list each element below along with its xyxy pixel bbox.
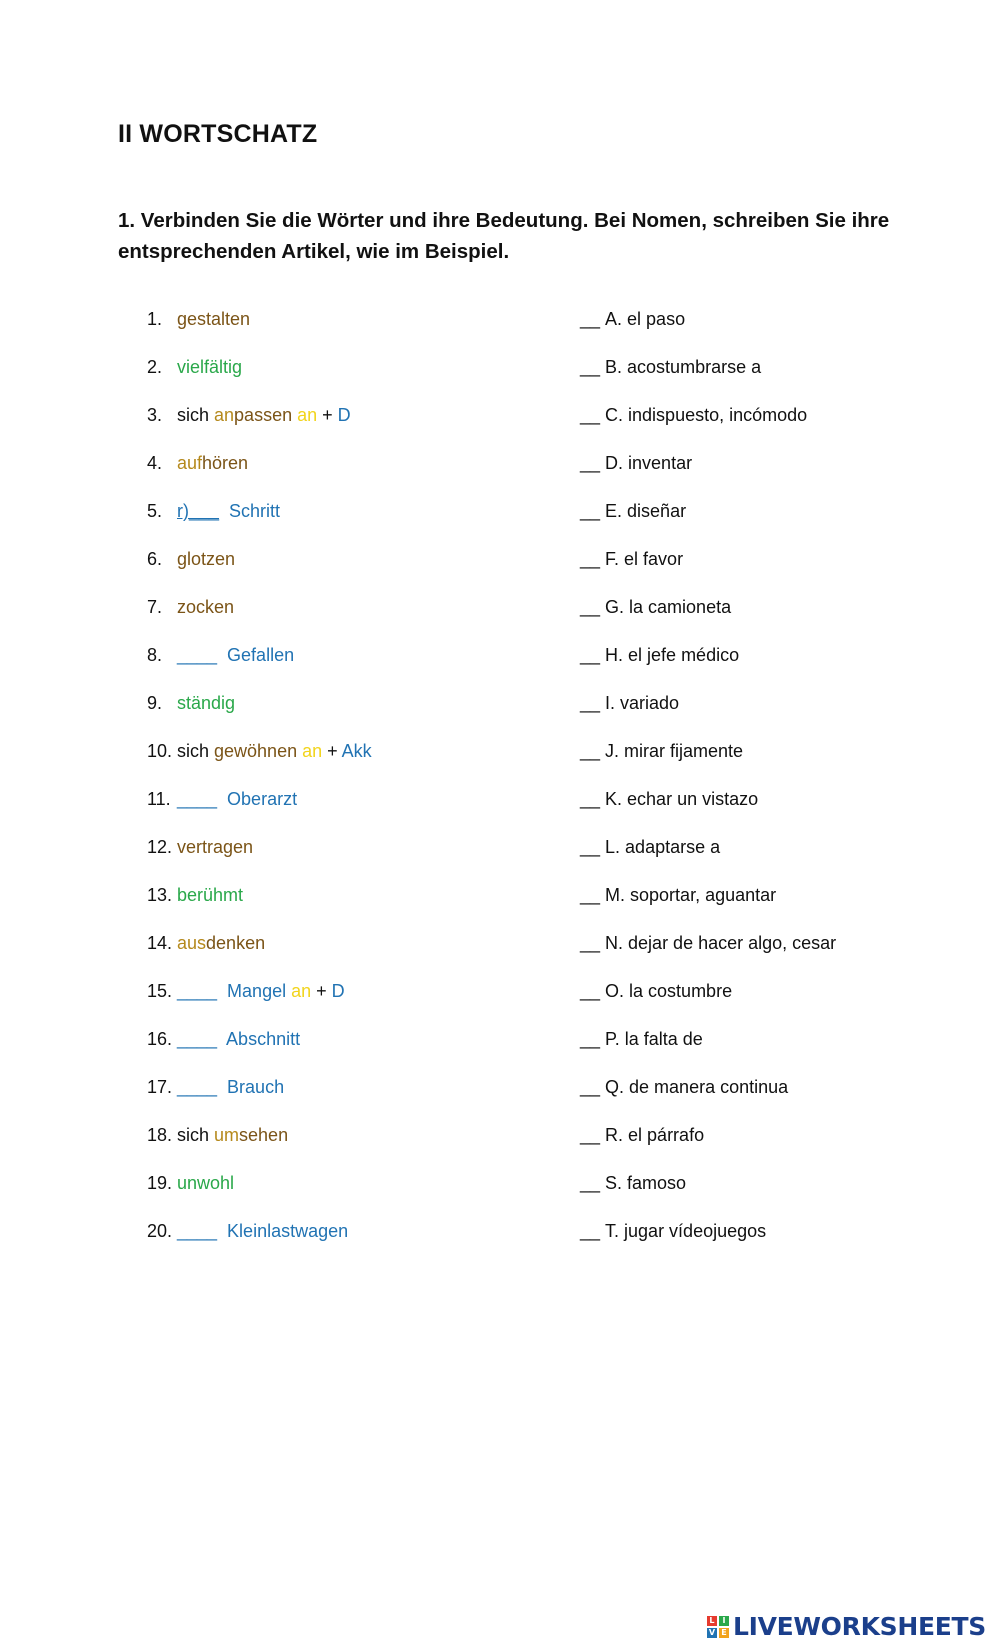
word-part: Brauch — [217, 1077, 285, 1097]
word-item — [147, 787, 372, 835]
meaning-text: T. jugar vídeojuegos — [605, 1221, 767, 1241]
item-number: 6. — [147, 549, 163, 569]
word-part: unwohl — [177, 1173, 235, 1193]
meaning-item — [580, 403, 836, 451]
item-number: 15. — [147, 981, 173, 1001]
meaning-text: E. diseñar — [605, 501, 687, 521]
item-number: 4. — [147, 453, 163, 473]
answer-blank[interactable]: __ — [580, 645, 606, 665]
logo-cell: E — [719, 1628, 729, 1638]
item-number: 1. — [147, 309, 163, 329]
meaning-item — [580, 931, 836, 979]
answer-blank[interactable]: __ — [580, 741, 606, 761]
item-number: 12. — [147, 837, 173, 857]
meaning-item — [580, 643, 836, 691]
answer-blank[interactable]: __ — [580, 1173, 606, 1193]
answer-blank[interactable]: __ — [580, 837, 606, 857]
word-item — [147, 1123, 372, 1171]
answer-blank[interactable]: __ — [580, 453, 606, 473]
word-part: Mangel — [217, 981, 292, 1001]
word-item — [147, 931, 372, 979]
meaning-item — [580, 595, 836, 643]
answer-blank[interactable]: __ — [580, 1125, 606, 1145]
item-number: 7. — [147, 597, 163, 617]
brand-name: LIVEWORKSHEETS — [732, 1612, 986, 1641]
item-number: 18. — [147, 1125, 173, 1145]
word-item — [147, 1171, 372, 1219]
meaning-text: P. la falta de — [605, 1029, 703, 1049]
logo-cell: I — [719, 1616, 729, 1626]
word-item — [147, 883, 372, 931]
answer-blank[interactable]: __ — [580, 693, 606, 713]
answer-blank[interactable]: __ — [580, 501, 606, 521]
meaning-text: D. inventar — [605, 453, 693, 473]
item-number: 8. — [147, 645, 163, 665]
word-part: + — [322, 741, 342, 761]
word-item — [147, 691, 372, 739]
word-part: an — [297, 405, 318, 425]
logo-cell: L — [707, 1616, 717, 1626]
word-part: D — [337, 405, 351, 425]
meaning-item — [580, 307, 836, 355]
german-word-list — [147, 307, 372, 1267]
meaning-text: N. dejar de hacer algo, cesar — [605, 933, 837, 953]
word-part: zocken — [177, 597, 235, 617]
meaning-text: K. echar un vistazo — [605, 789, 759, 809]
meaning-text: O. la costumbre — [605, 981, 733, 1001]
item-number: 16. — [147, 1029, 173, 1049]
item-number: 10. — [147, 741, 173, 761]
meaning-text: M. soportar, aguantar — [605, 885, 777, 905]
liveworksheets-logo-icon — [707, 1616, 729, 1638]
answer-blank[interactable]: __ — [580, 1077, 606, 1097]
word-part: sehen — [239, 1125, 289, 1145]
word-part: sich — [177, 1125, 215, 1145]
word-part: gestalten — [177, 309, 251, 329]
spanish-meaning-list — [580, 307, 836, 1267]
word-part: glotzen — [177, 549, 236, 569]
word-item — [147, 835, 372, 883]
word-part: Kleinlastwagen — [217, 1221, 349, 1241]
word-item — [147, 451, 372, 499]
answer-blank[interactable]: __ — [580, 357, 606, 377]
word-part: ____ — [177, 981, 218, 1001]
meaning-text: H. el jefe médico — [605, 645, 740, 665]
word-part: ____ — [177, 789, 218, 809]
word-part: gewöhnen — [214, 741, 303, 761]
answer-blank[interactable]: __ — [580, 1029, 606, 1049]
item-number: 14. — [147, 933, 173, 953]
meaning-text: R. el párrafo — [605, 1125, 705, 1145]
meaning-text: A. el paso — [605, 309, 686, 329]
word-part: + — [317, 405, 338, 425]
meaning-item — [580, 1171, 836, 1219]
word-part: Abschnitt — [217, 1029, 301, 1049]
word-part: Oberarzt — [217, 789, 298, 809]
meaning-item — [580, 739, 836, 787]
word-part: sich — [177, 405, 215, 425]
meaning-item — [580, 835, 836, 883]
word-part: hören — [202, 453, 249, 473]
word-part: Akk — [341, 741, 372, 761]
word-part: ständig — [177, 693, 236, 713]
meaning-item — [580, 787, 836, 835]
word-part: Gefallen — [217, 645, 295, 665]
word-item — [147, 403, 372, 451]
meaning-text: J. mirar fijamente — [605, 741, 744, 761]
word-part: berühmt — [177, 885, 244, 905]
answer-blank[interactable]: __ — [580, 405, 606, 425]
meaning-item — [580, 547, 836, 595]
word-item — [147, 979, 372, 1027]
meaning-text: Q. de manera continua — [605, 1077, 789, 1097]
word-part: passen — [234, 405, 298, 425]
item-number: 3. — [147, 405, 163, 425]
word-part: an — [214, 405, 235, 425]
meaning-item — [580, 979, 836, 1027]
meaning-text: G. la camioneta — [605, 597, 732, 617]
answer-blank[interactable]: __ — [580, 885, 606, 905]
meaning-item — [580, 451, 836, 499]
meaning-item — [580, 1219, 836, 1267]
word-part: ____ — [177, 1077, 218, 1097]
word-item — [147, 499, 372, 547]
answer-blank[interactable]: __ — [580, 933, 606, 953]
answer-blank[interactable]: __ — [580, 1221, 606, 1241]
word-item — [147, 307, 372, 355]
liveworksheets-footer — [707, 1612, 986, 1641]
word-part: an — [302, 741, 323, 761]
meaning-text: F. el favor — [605, 549, 684, 569]
word-part: + — [311, 981, 332, 1001]
item-number: 13. — [147, 885, 173, 905]
word-part: ____ — [177, 645, 218, 665]
page-heading: II WORTSCHATZ — [118, 120, 318, 148]
answer-blank[interactable]: __ — [580, 549, 606, 569]
word-part: auf — [177, 453, 203, 473]
exercise-instruction: 1. Verbinden Sie die Wörter und ihre Bedeutung. Bei Nomen, schreiben Sie ihre entsprechenden Artikel, wie im Beispiel. — [118, 209, 890, 263]
word-part: Schritt — [219, 501, 281, 521]
word-item — [147, 547, 372, 595]
word-part: an — [291, 981, 312, 1001]
meaning-item — [580, 355, 836, 403]
word-part: sich — [177, 741, 215, 761]
word-part: um — [214, 1125, 240, 1145]
word-item — [147, 595, 372, 643]
meaning-item — [580, 691, 836, 739]
answer-blank[interactable]: __ — [580, 981, 606, 1001]
answer-blank[interactable]: __ — [580, 597, 606, 617]
word-part: vertragen — [177, 837, 254, 857]
item-number: 2. — [147, 357, 163, 377]
word-item — [147, 643, 372, 691]
meaning-item — [580, 1123, 836, 1171]
word-part: denken — [206, 933, 266, 953]
word-item — [147, 1027, 372, 1075]
meaning-text: C. indispuesto, incómodo — [605, 405, 808, 425]
logo-cell: V — [708, 1627, 716, 1637]
answer-blank[interactable]: __ — [580, 309, 606, 329]
word-part: aus — [177, 933, 207, 953]
item-number: 17. — [147, 1077, 173, 1097]
meaning-text: S. famoso — [605, 1173, 687, 1193]
meaning-item — [580, 1027, 836, 1075]
word-part: ____ — [177, 1221, 218, 1241]
word-item — [147, 739, 372, 787]
word-part: vielfältig — [177, 357, 243, 377]
meaning-text: L. adaptarse a — [605, 837, 721, 857]
word-item — [147, 1075, 372, 1123]
meaning-item — [580, 499, 836, 547]
item-number: 5. — [147, 501, 163, 521]
meaning-text: I. variado — [605, 693, 680, 713]
meaning-item — [580, 1075, 836, 1123]
answer-blank[interactable]: __ — [580, 789, 606, 809]
item-number: 11. — [147, 789, 171, 809]
item-number: 19. — [147, 1173, 173, 1193]
word-part: r)___ — [177, 501, 220, 521]
meaning-text: B. acostumbrarse a — [605, 357, 762, 377]
word-part: D — [331, 981, 345, 1001]
item-number: 20. — [147, 1221, 173, 1241]
word-item — [147, 355, 372, 403]
word-part: ____ — [177, 1029, 218, 1049]
meaning-item — [580, 883, 836, 931]
word-item — [147, 1219, 372, 1267]
item-number: 9. — [147, 693, 163, 713]
